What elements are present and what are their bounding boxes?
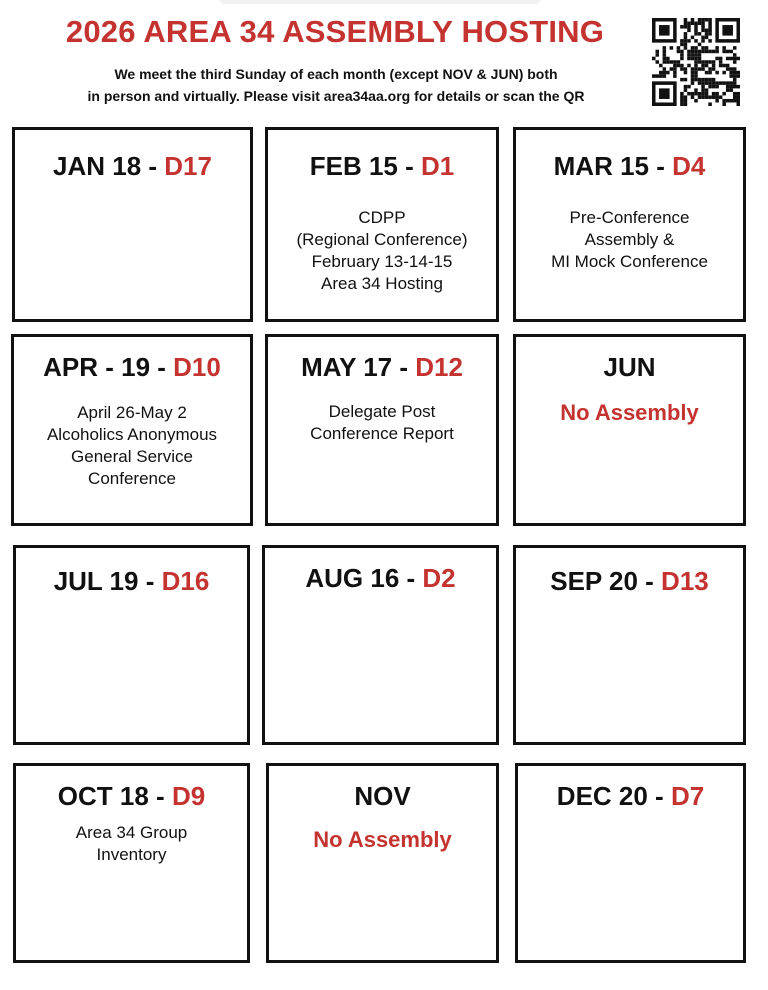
month-heading <box>14 352 250 382</box>
month-heading <box>16 566 247 596</box>
month-heading <box>269 781 496 811</box>
month-date: JUL 19 - <box>53 566 162 596</box>
note-line: April 26-May 2 <box>77 403 187 422</box>
district-tag: D4 <box>672 151 706 181</box>
no-assembly-label: No Assembly <box>560 400 699 425</box>
district-tag: D9 <box>171 781 206 811</box>
month-heading <box>15 151 250 181</box>
qr-code-icon[interactable] <box>652 18 740 106</box>
district-tag: D2 <box>422 563 456 593</box>
district-tag: D1 <box>421 151 455 181</box>
month-box-dec <box>515 763 746 963</box>
note-line: Assembly & <box>584 230 675 249</box>
note-line: CDPP <box>358 208 406 227</box>
month-heading <box>16 781 247 811</box>
month-heading <box>268 151 496 181</box>
district-tag: D10 <box>173 352 221 382</box>
note-line: Conference <box>88 469 176 488</box>
month-date: JUN <box>603 352 656 382</box>
month-note <box>516 207 743 273</box>
note-line: Delegate Post <box>328 402 436 421</box>
note-line: Area 34 Hosting <box>321 274 443 293</box>
note-line: Alcoholics Anonymous <box>46 425 218 444</box>
note-line: February 13-14-15 <box>311 252 453 271</box>
month-heading <box>516 566 743 596</box>
month-box-jan <box>12 127 253 322</box>
district-tag: D12 <box>415 352 463 382</box>
note-line: Area 34 Group <box>75 823 188 842</box>
month-box-jun <box>513 334 746 526</box>
month-date: APR - 19 - <box>43 352 174 382</box>
month-box-jul <box>13 545 250 745</box>
page-header <box>0 0 768 120</box>
page-title: 2026 AREA 34 ASSEMBLY HOSTING <box>65 14 605 49</box>
month-note <box>14 402 250 490</box>
month-box-feb <box>265 127 499 322</box>
district-tag: D16 <box>161 566 210 596</box>
month-date: MAY 17 - <box>301 352 416 382</box>
district-tag: D17 <box>164 151 212 181</box>
note-line: Conference Report <box>310 424 454 443</box>
month-box-sep <box>513 545 746 745</box>
month-box-aug <box>262 545 499 745</box>
month-date: JAN 18 - <box>53 151 165 181</box>
intro-line-2: in person and virtually. Please visit area34aa.org for details or scan the QR <box>87 88 585 104</box>
month-date: SEP 20 - <box>550 566 662 596</box>
month-heading <box>518 781 743 811</box>
month-box-oct <box>13 763 250 963</box>
note-line: MI Mock Conference <box>551 252 708 271</box>
month-date: AUG 16 - <box>305 563 423 593</box>
no-assembly-label: No Assembly <box>313 827 452 852</box>
intro-line-1: We meet the third Sunday of each month (except NOV & JUN) both <box>114 66 558 82</box>
month-date: NOV <box>354 781 411 811</box>
note-line: Inventory <box>96 845 167 864</box>
month-heading <box>268 352 496 382</box>
month-box-mar <box>513 127 746 322</box>
month-note <box>268 207 496 295</box>
month-heading <box>516 352 743 382</box>
month-heading <box>265 563 496 593</box>
month-heading <box>516 151 743 181</box>
note-line: Pre-Conference <box>569 208 690 227</box>
note-line: (Regional Conference) <box>296 230 468 249</box>
month-note <box>16 822 247 866</box>
intro-text <box>20 63 652 107</box>
month-box-nov <box>266 763 499 963</box>
month-date: OCT 18 - <box>57 781 172 811</box>
month-date: MAR 15 - <box>553 151 673 181</box>
district-tag: D13 <box>661 566 709 596</box>
month-box-may <box>265 334 499 526</box>
month-box-apr <box>11 334 253 526</box>
month-date: DEC 20 - <box>556 781 671 811</box>
month-note <box>268 401 496 445</box>
district-tag: D7 <box>670 781 705 811</box>
month-date: FEB 15 - <box>309 151 421 181</box>
note-line: General Service <box>71 447 193 466</box>
